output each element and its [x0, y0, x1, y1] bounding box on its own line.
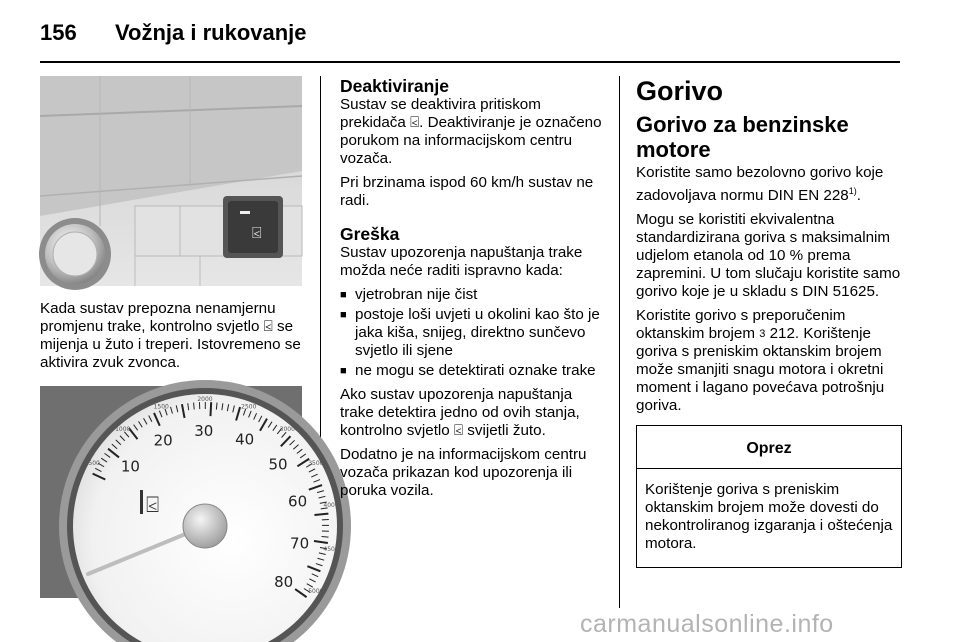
switch-panel-illustration — [40, 76, 302, 286]
gauge-speed-label: 80 — [274, 573, 294, 592]
deactivation-text: Sustav se deaktivira pritiskom prekidača ⍃. Deaktiviranje je označeno porukom na informacijskom centru vozača. — [340, 96, 602, 167]
fuel-norm-text: Koristite samo bezolovno gorivo koje zadovoljava normu DIN EN 228$^{1)}$. — [636, 164, 884, 205]
gauge-rpm-label: 4000 — [323, 501, 339, 509]
gauge-rpm-label: 3000 — [279, 425, 295, 433]
error-intro: Sustav upozorenja napuštanja trake možda neće raditi ispravno kada: — [340, 244, 583, 279]
gauge-rpm-label: 1500 — [153, 403, 169, 411]
gauge-rpm-label: 1000 — [115, 425, 131, 433]
gauge-rpm-label: 2500 — [241, 403, 257, 411]
instrument-cluster-photo — [40, 386, 339, 598]
chapter-title: Vožnja i rukovanje — [115, 20, 307, 45]
error-heading: Greška — [340, 224, 400, 244]
list-item: ■ ne mogu se detektirati oznake trake — [340, 362, 604, 380]
gauge-rpm-label: 500 — [88, 460, 100, 467]
column-left — [40, 76, 339, 598]
gauge-speed-label: 60 — [288, 492, 308, 511]
petrol-subheading: Gorivo za benzinske motore — [636, 112, 849, 162]
error-detect-text: Ako sustav upozorenja napuštanja trake detektira jedno od ovih stanja, kontrolno svjetlo ⍃ svijetli žuto. — [340, 386, 580, 439]
column-right — [636, 76, 902, 568]
lane-assist-icon: ⍃ — [146, 493, 160, 518]
caution-text: Korištenje goriva s preniskim oktanskim brojem može dovesti do nekontroliranog izgaranja i oštećenja motora. — [645, 481, 893, 553]
header-rule — [40, 61, 900, 63]
gauge-tick — [322, 536, 329, 537]
list-item: ■ postoje loši uvjeti u okolini kao što je jaka kiša, snijeg, direktno sunčevo svjetlo ili sjene — [340, 306, 604, 360]
speed-limit-text: Pri brzinama ispod 60 km/h sustav ne radi. — [340, 174, 594, 209]
column-middle — [340, 76, 604, 506]
page-header — [40, 20, 900, 60]
gauge-tick — [216, 403, 217, 410]
gauge-tick — [210, 402, 211, 416]
footnote-marker: 1) — [848, 186, 857, 196]
ethanol-text: Mogu se koristiti ekvivalentna standardizirana goriva s maksimalnim udjelom etanola od 10 % prema zapremini. U tom slučaju koristite samo gorivo koje je u skladu s DIN 51625. — [636, 211, 901, 301]
gauge-rpm-label: 5000 — [308, 588, 324, 595]
error-conditions-list — [340, 286, 604, 380]
gauge-hub — [183, 504, 227, 548]
gauge-rpm-label: 4500 — [323, 546, 339, 554]
gauge-tick — [194, 403, 195, 410]
gauge-speed-label: 70 — [290, 534, 310, 553]
gauge-tick — [314, 514, 328, 515]
warning-paragraph: Kada sustav prepozna nenamjernu promjenu trake, kontrolno svjetlo ⍃ se mijenja u žuto i treperi. Istovremeno se aktivira zvuk zvonca. — [40, 300, 301, 371]
watermark: carmanualsonline.info — [580, 610, 834, 638]
gauge-rpm-label: 2000 — [197, 396, 213, 403]
deactivation-heading: Deaktiviranje — [340, 76, 449, 96]
caution-box — [636, 425, 902, 568]
list-item: ■ vjetrobran nije čist — [340, 286, 604, 304]
page-reference-arrow-icon[interactable]: 3 — [759, 328, 766, 341]
gauge-speed-label: 30 — [194, 422, 214, 441]
caution-title: Oprez — [637, 426, 901, 469]
gauge-speed-label: 20 — [153, 431, 173, 450]
gauge-speed-label: 10 — [120, 457, 140, 476]
speedometer-illustration — [40, 386, 339, 598]
gauge-speed-label: 50 — [268, 455, 288, 474]
dashboard-switch-photo — [40, 76, 302, 286]
error-info-text: Dodatno je na informacijskom centru vozača prikazan kod upozorenja ili poruka vozila. — [340, 446, 587, 499]
fuel-heading: Gorivo — [636, 76, 724, 106]
gauge-speed-label: 40 — [235, 430, 255, 449]
svg-text:⍃: ⍃ — [252, 223, 262, 242]
gauge-rpm-label: 3500 — [308, 460, 324, 467]
octane-text: Koristite gorivo s preporučenim oktanskim brojem 3 212. Korištenje goriva s preniskim oktanskim brojem može smanjiti snagu motora i okretni moment i lagano povećava potrošnju goriva. — [636, 307, 885, 415]
column-divider-2 — [619, 76, 620, 608]
page-number: 156 — [40, 20, 77, 45]
